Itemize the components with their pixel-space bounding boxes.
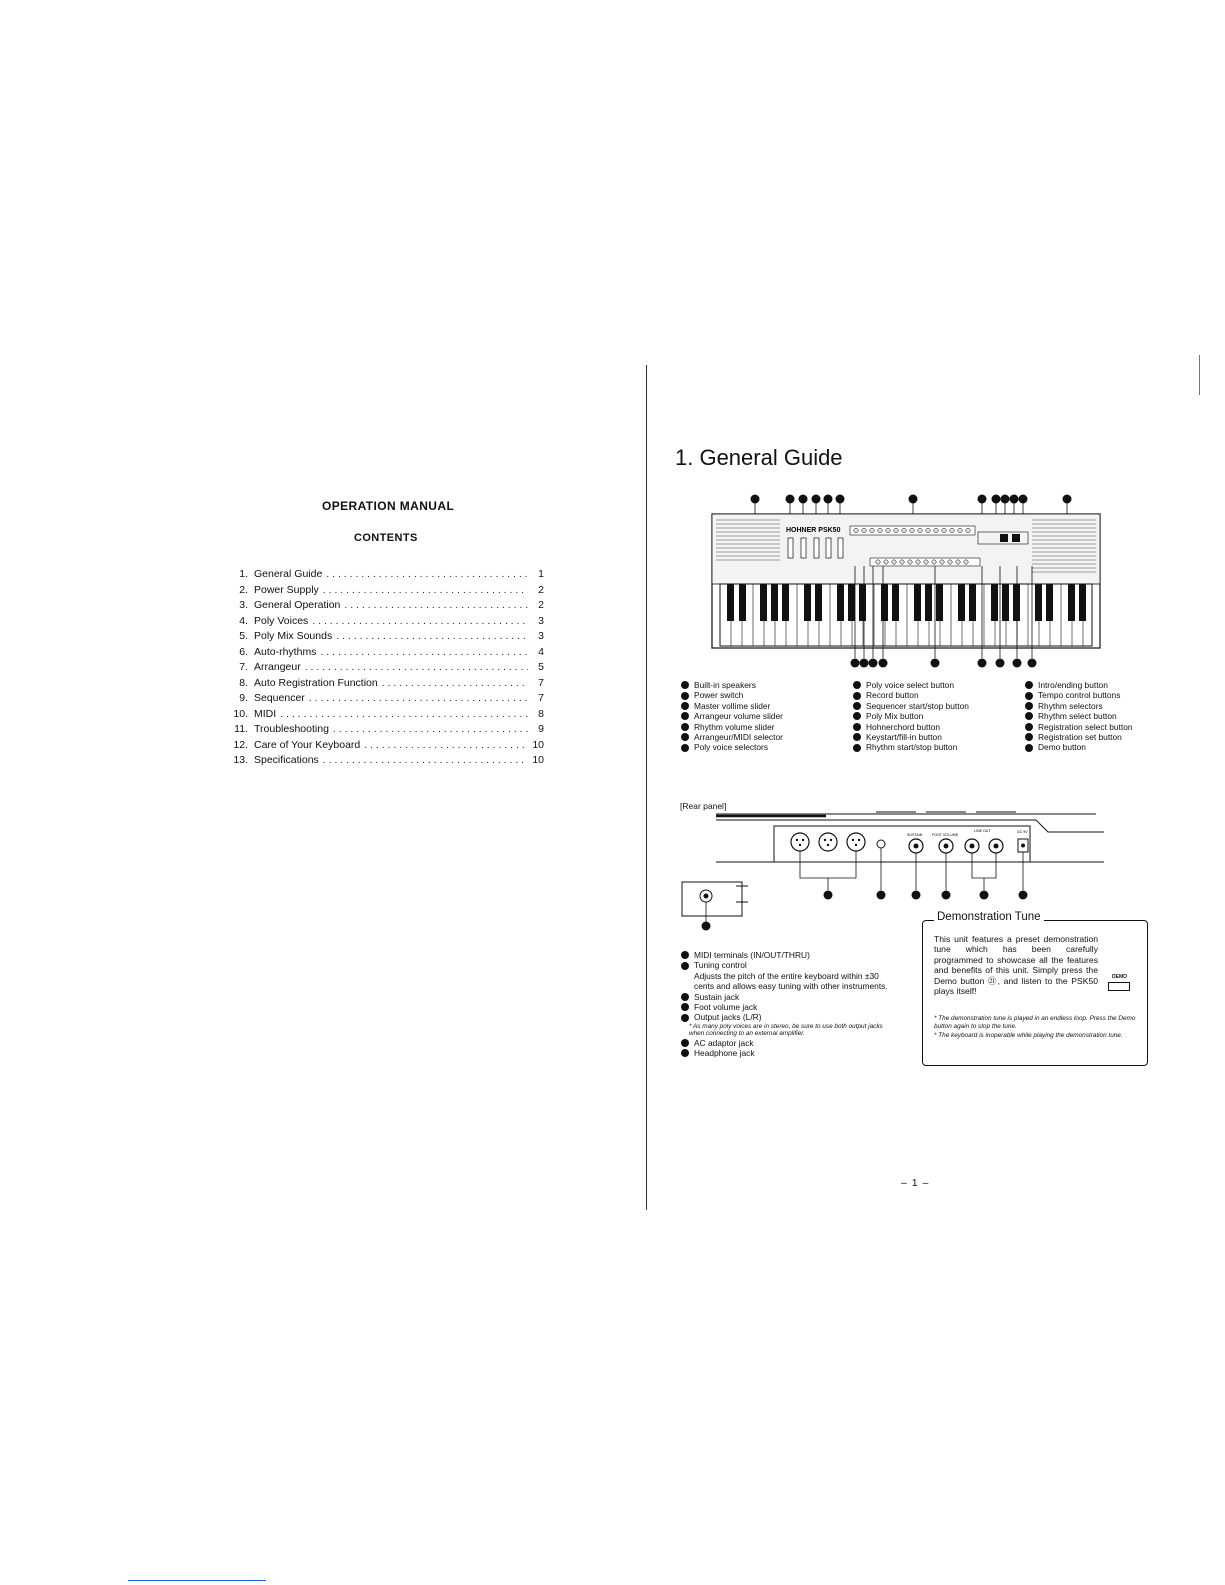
dc-label: DC 9V bbox=[1017, 830, 1028, 834]
toc-title: General Guide bbox=[254, 568, 323, 580]
keyboard-illustration bbox=[700, 488, 1110, 670]
toc-number: 4. bbox=[239, 614, 248, 627]
toc-page: 2 bbox=[538, 583, 544, 596]
toc-page: 7 bbox=[538, 692, 544, 704]
legend-column-3 bbox=[1025, 680, 1133, 753]
legend-item: Tuning control bbox=[681, 960, 913, 970]
toc-number: 11. bbox=[234, 723, 248, 735]
toc-row[interactable] bbox=[226, 754, 544, 770]
toc-row[interactable] bbox=[226, 615, 544, 631]
legend-note: * As many poly voices are in stereo, be sure to use both output jacks bbox=[689, 1022, 883, 1030]
legend-item: Sequencer start/stop button bbox=[853, 701, 969, 711]
toc-leader bbox=[333, 723, 528, 735]
toc-page: 2 bbox=[538, 599, 544, 611]
legend-item: Registration set button bbox=[1025, 732, 1133, 742]
toc-page: 7 bbox=[538, 676, 544, 689]
toc-title: Specifications bbox=[254, 754, 319, 766]
legend-item: Built-in speakers bbox=[681, 680, 783, 690]
line-out-label: LINE OUT bbox=[974, 829, 991, 833]
page-edge bbox=[1199, 355, 1200, 395]
toc-title: Auto-rhythms bbox=[254, 645, 317, 658]
toc-row[interactable] bbox=[226, 568, 544, 584]
legend-item: Arrangeur/MIDI selector bbox=[681, 732, 783, 742]
toc-row[interactable] bbox=[226, 646, 544, 662]
link-underline bbox=[128, 1580, 266, 1581]
legend-item: AC adaptor jack bbox=[681, 1038, 913, 1048]
toc-number: 12. bbox=[233, 738, 248, 751]
legend-item: Sustain jack bbox=[681, 992, 913, 1002]
toc-page: 9 bbox=[538, 723, 544, 735]
toc-leader bbox=[309, 692, 528, 704]
toc-title: Care of Your Keyboard bbox=[254, 738, 361, 751]
toc-page: 10 bbox=[532, 738, 544, 751]
legend-description: Adjusts the pitch of the entire keyboard within ±30 bbox=[694, 970, 879, 981]
page-number: – 1 – bbox=[901, 1177, 930, 1189]
toc-row[interactable] bbox=[226, 723, 544, 739]
rear-panel-legend bbox=[681, 950, 913, 1058]
legend-item: Intro/ending button bbox=[1025, 680, 1133, 690]
legend-column-2 bbox=[853, 680, 969, 753]
contents-title: CONTENTS bbox=[354, 532, 418, 544]
toc-leader bbox=[280, 708, 528, 720]
sustain-label: SUSTAIN bbox=[907, 833, 923, 837]
legend-item: Record button bbox=[853, 690, 969, 700]
toc-leader bbox=[323, 754, 528, 766]
section-title: 1. General Guide bbox=[675, 445, 843, 470]
legend-item: Rhythm volume slider bbox=[681, 722, 783, 732]
legend-item: MIDI terminals (IN/OUT/THRU) bbox=[681, 950, 913, 960]
legend-item: Hohnerchord button bbox=[853, 722, 969, 732]
legend-item: Demo button bbox=[1025, 742, 1133, 752]
toc-row[interactable] bbox=[226, 708, 544, 724]
toc-row[interactable] bbox=[226, 599, 544, 615]
toc-page: 3 bbox=[538, 630, 544, 642]
legend-item: Rhythm selectors bbox=[1025, 701, 1133, 711]
legend-description: cents and allows easy tuning with other instruments. bbox=[694, 981, 888, 992]
rear-panel-label: [Rear panel] bbox=[680, 801, 727, 811]
table-of-contents bbox=[226, 568, 544, 770]
toc-leader bbox=[336, 630, 528, 642]
demo-tune-text: This unit features a preset demonstration tune which has been carefully programmed to showcase all the features and benefits of this unit. Simply press the Demo button ㉑, and listen to the PSK50 plays itself! bbox=[934, 934, 1098, 997]
legend-item: Poly Mix button bbox=[853, 711, 969, 721]
legend-item: Tempo control buttons bbox=[1025, 690, 1133, 700]
legend-item: Keystart/fill-in button bbox=[853, 732, 969, 742]
toc-page: 5 bbox=[538, 661, 544, 673]
legend-item: Master vollime slider bbox=[681, 701, 783, 711]
toc-row[interactable] bbox=[226, 692, 544, 708]
toc-row[interactable] bbox=[226, 739, 544, 755]
demo-note: * The demonstration tune is played in an endless loop. Press the Demo button again to stop the tune. bbox=[934, 1015, 1136, 1031]
toc-leader bbox=[305, 661, 528, 673]
toc-number: 3. bbox=[239, 599, 248, 611]
toc-number: 13. bbox=[233, 754, 248, 766]
toc-leader bbox=[326, 568, 528, 580]
toc-number: 8. bbox=[239, 676, 248, 689]
toc-number: 5. bbox=[239, 630, 248, 642]
toc-number: 1. bbox=[239, 568, 248, 580]
toc-page: 4 bbox=[538, 645, 544, 658]
toc-title: Troubleshooting bbox=[254, 723, 329, 735]
top-callouts bbox=[751, 495, 1072, 504]
toc-leader bbox=[312, 615, 528, 627]
toc-leader bbox=[364, 739, 528, 751]
legend-note: when connecting to an external amplifier. bbox=[689, 1030, 805, 1038]
legend-item: Rhythm start/stop button bbox=[853, 742, 969, 752]
toc-row[interactable] bbox=[226, 630, 544, 646]
demo-note: * The keyboard is inoperable while playing the demonstration tune. bbox=[934, 1031, 1123, 1039]
toc-number: 6. bbox=[239, 645, 248, 658]
toc-leader bbox=[344, 599, 528, 611]
toc-row[interactable] bbox=[226, 677, 544, 693]
page-spine bbox=[646, 365, 647, 1210]
toc-title: Poly Mix Sounds bbox=[254, 630, 333, 642]
demo-tune-title: Demonstration Tune bbox=[934, 911, 1044, 923]
demo-button-label: DEMO bbox=[1112, 974, 1127, 980]
legend-item: Arrangeur volume slider bbox=[681, 711, 783, 721]
keyboard-brand: HOHNER PSK50 bbox=[786, 527, 841, 534]
toc-page: 1 bbox=[538, 568, 544, 580]
toc-title: Poly Voices bbox=[254, 614, 309, 627]
demo-button-icon bbox=[1108, 982, 1130, 991]
legend-item: Foot volume jack bbox=[681, 1002, 913, 1012]
toc-leader bbox=[382, 677, 528, 689]
toc-page: 10 bbox=[532, 754, 544, 766]
toc-page: 8 bbox=[538, 707, 544, 720]
toc-number: 9. bbox=[239, 692, 248, 704]
legend-item: Registration select button bbox=[1025, 722, 1133, 732]
legend-column-1 bbox=[681, 680, 783, 753]
toc-number: 7. bbox=[239, 661, 248, 673]
toc-leader bbox=[320, 646, 528, 658]
toc-title: Auto Registration Function bbox=[254, 676, 378, 689]
toc-row[interactable] bbox=[226, 661, 544, 677]
foot-volume-label: FOOT VOLUME bbox=[932, 833, 959, 837]
legend-item: Poly voice selectors bbox=[681, 742, 783, 752]
legend-item: Output jacks (L/R) bbox=[681, 1012, 913, 1022]
toc-title: General Operation bbox=[254, 599, 341, 611]
toc-row[interactable] bbox=[226, 584, 544, 600]
toc-page: 3 bbox=[538, 614, 544, 627]
toc-number: 10. bbox=[233, 707, 248, 720]
toc-title: MIDI bbox=[254, 707, 277, 720]
legend-item: Power switch bbox=[681, 690, 783, 700]
demo-tune-notes bbox=[934, 1015, 1140, 1040]
manual-title: OPERATION MANUAL bbox=[322, 499, 455, 513]
legend-item: Rhythm select button bbox=[1025, 711, 1133, 721]
toc-number: 2. bbox=[239, 583, 248, 596]
toc-title: Power Supply bbox=[254, 583, 319, 596]
legend-item: Poly voice select button bbox=[853, 680, 969, 690]
legend-item: Headphone jack bbox=[681, 1048, 913, 1058]
toc-title: Sequencer bbox=[254, 692, 305, 704]
toc-leader bbox=[323, 584, 528, 596]
toc-title: Arrangeur bbox=[254, 661, 301, 673]
